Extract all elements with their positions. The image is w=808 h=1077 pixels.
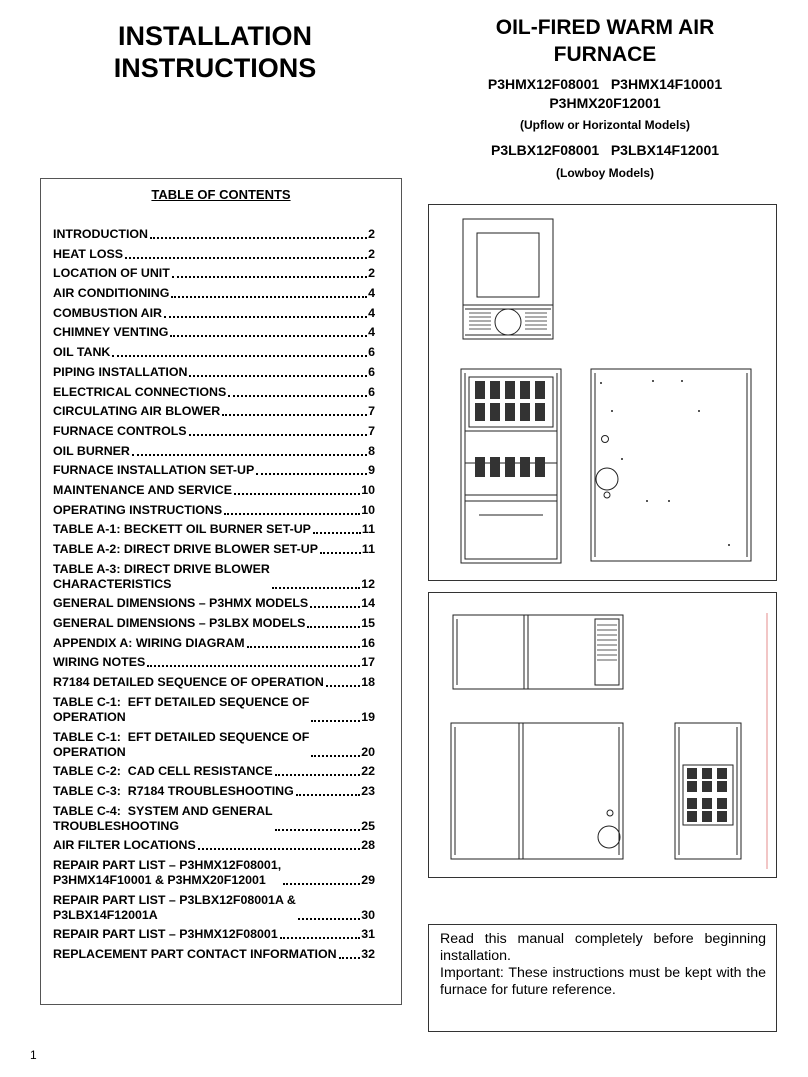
toc-leader-dots <box>247 646 361 648</box>
toc-leader-dots <box>150 237 367 239</box>
toc-entry <box>53 764 375 779</box>
toc-leader-dots <box>275 774 361 776</box>
toc-entry-title: CIRCULATING AIR BLOWER <box>53 404 221 419</box>
toc-entry-title: INTRODUCTION <box>53 227 148 241</box>
toc-entry <box>53 306 375 321</box>
toc-entry-page: 6 <box>368 384 375 399</box>
notice-box <box>428 924 777 1032</box>
toc-entry-title: PIPING INSTALLATION <box>53 364 188 379</box>
toc-entry-title: REPLACEMENT PART CONTACT INFORMATION <box>53 947 337 961</box>
toc-list <box>53 227 375 967</box>
toc-entry-title: AIR CONDITIONING <box>53 286 170 301</box>
toc-entry <box>53 325 375 340</box>
toc-entry-title: OIL BURNER <box>53 443 130 458</box>
toc-leader-dots <box>311 755 360 757</box>
notice-read-manual: Read this manual completely before beginning installation. <box>440 931 766 964</box>
toc-entry <box>53 345 375 360</box>
toc-entry-title: ELECTRICAL CONNECTIONS <box>53 384 227 399</box>
toc-entry-page: 7 <box>368 423 375 438</box>
toc-entry-page: 28 <box>361 838 375 853</box>
toc-entry-title: APPENDIX A: WIRING DIAGRAM <box>53 635 245 650</box>
toc-entry <box>53 365 375 380</box>
toc-entry-page: 32 <box>361 947 375 961</box>
toc-entry-title: WIRING NOTES <box>53 655 146 670</box>
toc-leader-dots <box>170 335 367 337</box>
toc-entry <box>53 695 375 725</box>
toc-entry <box>53 542 375 557</box>
toc-leader-dots <box>132 454 367 456</box>
toc-entry-page: 11 <box>361 522 375 537</box>
toc-entry-title: TABLE C-2: CAD CELL RESISTANCE <box>53 764 273 779</box>
toc-entry <box>53 503 375 518</box>
toc-entry-page: 10 <box>361 502 375 517</box>
toc-leader-dots <box>326 685 360 687</box>
toc-leader-dots <box>228 395 367 397</box>
toc-entry-page: 19 <box>361 709 375 724</box>
toc-entry <box>53 404 375 419</box>
toc-entry-page: 2 <box>368 266 375 281</box>
toc-entry-page: 11 <box>361 542 375 556</box>
toc-leader-dots <box>189 375 367 377</box>
toc-leader-dots <box>224 513 360 515</box>
toc-entry <box>53 784 375 799</box>
toc-entry-title: GENERAL DIMENSIONS – P3LBX MODELS <box>53 616 306 631</box>
toc-leader-dots <box>272 587 360 589</box>
toc-entry-page: 4 <box>368 286 375 301</box>
toc-entry-title: TABLE A-3: DIRECT DRIVE BLOWER CHARACTERISTICS <box>53 561 270 591</box>
toc-entry-page: 6 <box>368 345 375 360</box>
toc-entry-page: 4 <box>368 325 375 340</box>
toc-leader-dots <box>311 720 360 722</box>
toc-entry-title: COMBUSTION AIR <box>53 305 162 320</box>
toc-entry <box>53 858 375 888</box>
toc-entry-title: REPAIR PART LIST – P3HMX12F08001, P3HMX14F10001 & P3HMX20F12001 <box>53 857 282 887</box>
upflow-furnace-illustration <box>428 204 777 581</box>
toc-entry <box>53 804 375 834</box>
toc-entry <box>53 385 375 400</box>
lowboy-models: P3LBX12F08001 P3LBX14F12001 <box>490 142 720 158</box>
toc-entry-title: FURNACE INSTALLATION SET-UP <box>53 463 255 478</box>
toc-entry <box>53 424 375 439</box>
toc-entry <box>53 893 375 923</box>
lowboy-furnace-illustration <box>428 592 777 878</box>
toc-leader-dots <box>307 626 360 628</box>
toc-entry-title: TABLE A-2: DIRECT DRIVE BLOWER SET-UP <box>53 542 319 556</box>
toc-entry-page: 18 <box>361 675 375 690</box>
toc-leader-dots <box>198 848 360 850</box>
toc-entry-title: MAINTENANCE AND SERVICE <box>53 482 232 497</box>
toc-heading: TABLE OF CONTENTS <box>151 187 291 202</box>
document-title <box>40 20 390 84</box>
toc-entry-page: 6 <box>368 364 375 379</box>
toc-leader-dots <box>234 493 360 495</box>
toc-entry-page: 15 <box>361 616 375 631</box>
toc-leader-dots <box>280 937 360 939</box>
notice-keep-instructions: Important: These instructions must be kept with the furnace for future reference. <box>440 965 766 998</box>
toc-leader-dots <box>125 257 367 259</box>
upflow-note: (Upflow or Horizontal Models) <box>520 118 690 132</box>
toc-entry-title: REPAIR PART LIST – P3LBX12F08001A & P3LBX14F12001A <box>53 892 296 922</box>
toc-entry-page: 8 <box>368 443 375 458</box>
toc-entry <box>53 636 375 651</box>
toc-entry-page: 10 <box>361 482 375 497</box>
toc-entry-title: REPAIR PART LIST – P3HMX12F08001 <box>53 927 278 942</box>
toc-entry-page: 31 <box>361 927 375 942</box>
toc-entry-title: HEAT LOSS <box>53 246 123 261</box>
toc-entry-title: R7184 DETAILED SEQUENCE OF OPERATION <box>53 675 324 690</box>
toc-entry <box>53 947 375 962</box>
title-line-2: INSTRUCTIONS <box>113 53 317 83</box>
toc-entry-page: 7 <box>368 404 375 419</box>
toc-entry-title: LOCATION OF UNIT <box>53 266 170 281</box>
toc-entry-page: 23 <box>361 783 375 798</box>
toc-entry <box>53 247 375 262</box>
toc-entry <box>53 730 375 760</box>
product-title-line-1: OIL-FIRED WARM AIR <box>495 16 715 39</box>
toc-entry-title: OPERATING INSTRUCTIONS <box>53 502 223 517</box>
toc-entry <box>53 227 375 242</box>
toc-leader-dots <box>298 918 360 920</box>
toc-leader-dots <box>189 434 368 436</box>
toc-leader-dots <box>172 276 367 278</box>
toc-entry <box>53 675 375 690</box>
toc-leader-dots <box>283 883 360 885</box>
toc-entry <box>53 596 375 611</box>
toc-leader-dots <box>296 794 360 796</box>
toc-entry <box>53 562 375 592</box>
toc-leader-dots <box>339 957 361 959</box>
toc-entry-page: 2 <box>368 246 375 261</box>
toc-entry-page: 14 <box>361 596 375 611</box>
toc-entry-title: FURNACE CONTROLS <box>53 423 187 438</box>
toc-entry-title: OIL TANK <box>53 345 111 360</box>
toc-entry-title: AIR FILTER LOCATIONS <box>53 838 196 853</box>
toc-entry <box>53 655 375 670</box>
upflow-models-line-2: P3HMX20F12001 <box>549 95 661 111</box>
toc-entry-page: 16 <box>361 635 375 650</box>
product-title-line-2: FURNACE <box>553 43 657 66</box>
product-title <box>440 14 770 68</box>
lowboy-furnace-drawing <box>429 593 778 879</box>
toc-entry-title: TABLE C-1: EFT DETAILED SEQUENCE OF OPERATION <box>53 729 310 759</box>
toc-entry <box>53 483 375 498</box>
table-of-contents <box>40 178 402 1005</box>
toc-entry-page: 9 <box>368 463 375 478</box>
toc-entry <box>53 927 375 942</box>
toc-leader-dots <box>164 316 367 318</box>
toc-entry-page: 2 <box>368 227 375 241</box>
toc-leader-dots <box>313 532 361 534</box>
toc-entry-page: 12 <box>361 576 375 591</box>
toc-entry-page: 29 <box>361 872 375 887</box>
lowboy-side-view <box>451 723 623 859</box>
title-line-1: INSTALLATION <box>118 21 312 51</box>
upflow-models-line-1: P3HMX12F08001 P3HMX14F10001 <box>487 76 723 92</box>
toc-leader-dots <box>256 473 367 475</box>
toc-entry <box>53 463 375 478</box>
toc-leader-dots <box>171 296 367 298</box>
toc-entry <box>53 616 375 631</box>
toc-entry <box>53 266 375 281</box>
toc-leader-dots <box>275 829 361 831</box>
toc-entry <box>53 286 375 301</box>
furnace-side-view <box>591 369 751 561</box>
lowboy-note: (Lowboy Models) <box>556 166 654 180</box>
toc-leader-dots <box>112 355 367 357</box>
toc-leader-dots <box>147 665 360 667</box>
toc-entry-page: 20 <box>361 744 375 759</box>
toc-entry <box>53 522 375 537</box>
toc-entry-title: TABLE A-1: BECKETT OIL BURNER SET-UP <box>53 522 311 537</box>
toc-entry-page: 22 <box>361 764 375 779</box>
toc-entry-title: GENERAL DIMENSIONS – P3HMX MODELS <box>53 596 309 611</box>
toc-leader-dots <box>320 552 361 554</box>
toc-entry-page: 30 <box>361 907 375 922</box>
upflow-models <box>440 75 770 113</box>
toc-entry-page: 25 <box>361 818 375 833</box>
toc-entry <box>53 838 375 853</box>
toc-entry-title: TABLE C-1: EFT DETAILED SEQUENCE OF OPERATION <box>53 694 310 724</box>
toc-entry-page: 17 <box>361 655 375 670</box>
page-number: 1 <box>30 1048 37 1062</box>
toc-entry-title: TABLE C-3: R7184 TROUBLESHOOTING <box>53 783 294 798</box>
toc-entry-title: CHIMNEY VENTING <box>53 325 169 340</box>
toc-entry-page: 4 <box>368 305 375 320</box>
upflow-furnace-drawing <box>429 205 778 582</box>
toc-entry-title: TABLE C-4: SYSTEM AND GENERAL TROUBLESHOOTING <box>53 803 273 833</box>
lowboy-top-view <box>453 615 623 689</box>
toc-leader-dots <box>310 606 360 608</box>
toc-leader-dots <box>222 414 367 416</box>
toc-entry <box>53 444 375 459</box>
